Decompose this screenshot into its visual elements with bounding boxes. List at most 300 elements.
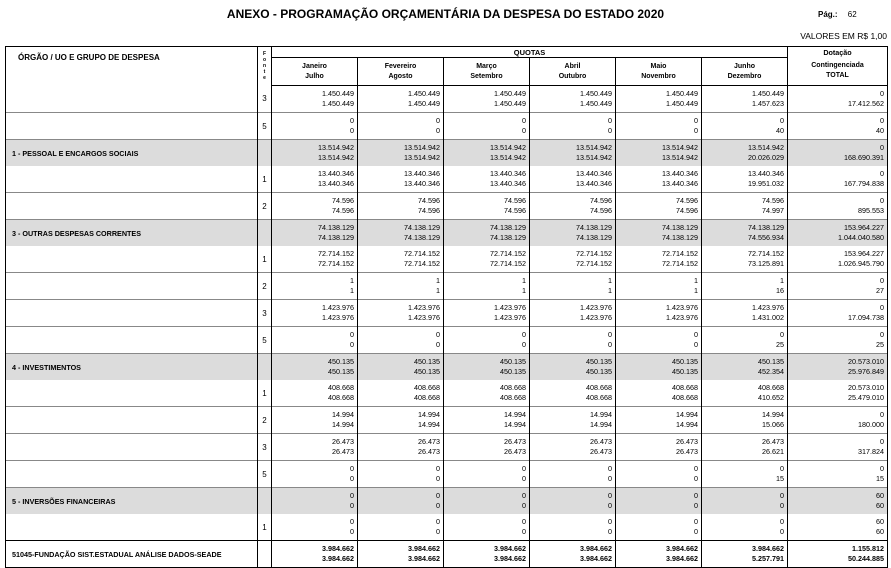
month-value-cell [530,273,616,300]
table-row [6,273,888,300]
value-line-2: 13.440.346 [318,179,354,188]
month-value-cell [272,514,358,541]
row-label [6,514,258,541]
month-header: Junho Dezembro [702,58,788,86]
month-value-cell [444,113,530,140]
month-value-cell [702,193,788,220]
month-value-cell [616,354,702,381]
fonte-header: F o n t e [258,47,272,86]
total-value-cell [788,541,888,568]
value-line-2: 17.412.562 [848,99,884,108]
value-line-1: 13.514.942 [748,143,784,152]
month-value-cell [358,300,444,327]
value-line-2: 72.714.152 [404,259,440,268]
value-line-2: 1.423.976 [408,313,440,322]
month-value-cell [530,434,616,461]
value-line-1: 450.135 [758,357,784,366]
value-line-1: 13.440.346 [404,169,440,178]
month-value-cell [616,273,702,300]
value-line-2: 0 [436,527,440,536]
month-value-cell [530,166,616,193]
value-line-1: 153.964.227 [844,249,884,258]
total-value-cell [788,354,888,381]
value-line-1: 3.984.662 [494,544,526,553]
value-line-2: 0 [780,501,784,510]
value-line-1: 74.596 [590,196,612,205]
row-label [6,380,258,407]
value-line-2: 25.479.010 [848,393,884,402]
month-value-cell [616,166,702,193]
month-value-cell [616,193,702,220]
value-line-2: 50.244.885 [848,554,884,563]
month-value-cell [272,113,358,140]
page-number: 62 [847,10,857,19]
value-line-1: 13.440.346 [318,169,354,178]
value-line-2: 0 [522,474,526,483]
month-value-cell [702,140,788,167]
value-line-2: 317.824 [858,447,884,456]
value-line-1: 74.138.129 [662,223,698,232]
value-line-1: 450.135 [672,357,698,366]
fonte-cell: 5 [258,327,272,354]
value-line-1: 26.473 [676,437,698,446]
dotacao-header-line1: Dotação [788,47,888,58]
value-line-1: 1.423.976 [666,303,698,312]
value-line-2: 0 [608,474,612,483]
value-line-2: 1.431.002 [752,313,784,322]
fonte-cell: 1 [258,380,272,407]
value-line-1: 1.450.449 [322,89,354,98]
value-line-1: 0 [694,464,698,473]
month-value-cell [616,380,702,407]
value-line-1: 1.423.976 [580,303,612,312]
value-line-2: 0 [350,501,354,510]
row-label: 51045-FUNDAÇÃO SIST.ESTADUAL ANÁLISE DADOS-SEADE [6,541,258,568]
table-row [6,327,888,354]
row-label [6,461,258,488]
value-line-1: 13.514.942 [576,143,612,152]
value-line-2: 13.514.942 [576,153,612,162]
value-line-2: 1.423.976 [580,313,612,322]
value-line-1: 3.984.662 [752,544,784,553]
month-value-cell [530,514,616,541]
value-line-1: 0 [880,143,884,152]
value-line-2: 74.138.129 [576,233,612,242]
month-value-cell [358,140,444,167]
row-label [6,166,258,193]
value-line-1: 72.714.152 [662,249,698,258]
value-line-1: 14.994 [762,410,784,419]
month-value-cell [616,113,702,140]
fonte-cell: 3 [258,86,272,113]
month-value-cell [702,354,788,381]
month-value-cell [358,380,444,407]
budget-table [5,46,888,568]
total-value-cell [788,488,888,515]
month-value-cell [444,407,530,434]
value-line-2: 60 [876,527,884,536]
group-row [6,488,888,515]
value-line-1: 0 [436,116,440,125]
month-value-cell [272,541,358,568]
value-line-1: 1 [436,276,440,285]
month-value-cell [616,541,702,568]
month-header: Maio Novembro [616,58,702,86]
value-line-1: 0 [694,116,698,125]
total-value-cell [788,140,888,167]
table-row [6,380,888,407]
value-line-2: 74.596 [332,206,354,215]
value-line-2: 14.994 [590,420,612,429]
quotas-header: QUOTAS [272,47,788,58]
row-label [6,407,258,434]
value-line-2: 0 [694,527,698,536]
value-line-1: 1.423.976 [408,303,440,312]
value-line-2: 1.457.623 [752,99,784,108]
value-line-1: 1 [780,276,784,285]
table-row [6,86,888,113]
table-row [6,246,888,273]
month-value-cell [358,220,444,247]
month-value-cell [530,461,616,488]
value-line-2: 180.000 [858,420,884,429]
month-value-cell [616,300,702,327]
value-line-2: 1.450.449 [322,99,354,108]
month-value-cell [530,327,616,354]
value-line-1: 13.514.942 [490,143,526,152]
total-value-cell [788,380,888,407]
month-header: Janeiro Julho [272,58,358,86]
value-line-2: 1.044.040.580 [838,233,884,242]
month-value-cell [530,488,616,515]
value-line-2: 72.714.152 [318,259,354,268]
value-line-1: 26.473 [762,437,784,446]
value-line-2: 13.514.942 [490,153,526,162]
dotacao-header: Contingenciada TOTAL [788,58,888,86]
value-line-1: 14.994 [504,410,526,419]
fonte-cell: 5 [258,113,272,140]
value-line-1: 14.994 [676,410,698,419]
value-line-1: 0 [522,491,526,500]
value-line-1: 0 [608,517,612,526]
value-line-1: 0 [522,330,526,339]
value-line-2: 74.556.934 [748,233,784,242]
value-line-1: 0 [780,116,784,125]
group-row [6,354,888,381]
month-value-cell [358,354,444,381]
value-line-2: 408.668 [328,393,354,402]
value-line-1: 3.984.662 [666,544,698,553]
value-line-2: 72.714.152 [576,259,612,268]
month-value-cell [702,300,788,327]
value-line-2: 20.026.029 [748,153,784,162]
value-line-2: 15.066 [762,420,784,429]
value-line-2: 13.440.346 [404,179,440,188]
table-row [6,461,888,488]
month-value-cell [272,488,358,515]
value-line-2: 408.668 [500,393,526,402]
value-line-2: 60 [876,501,884,510]
month-value-cell [530,246,616,273]
month-value-cell [272,327,358,354]
row-label: 3 - OUTRAS DESPESAS CORRENTES [6,220,258,247]
value-line-1: 0 [880,276,884,285]
orgao-header: ÓRGÃO / UO E GRUPO DE DESPESA [6,47,258,86]
value-line-2: 0 [694,340,698,349]
value-line-1: 0 [608,491,612,500]
value-line-2: 1 [694,286,698,295]
month-value-cell [702,86,788,113]
value-line-2: 74.138.129 [662,233,698,242]
value-line-1: 74.596 [762,196,784,205]
month-value-cell [530,300,616,327]
value-line-2: 40 [776,126,784,135]
value-line-2: 1.423.976 [666,313,698,322]
value-line-2: 14.994 [676,420,698,429]
value-line-2: 74.138.129 [318,233,354,242]
value-line-1: 3.984.662 [322,544,354,553]
value-line-2: 19.951.032 [748,179,784,188]
table-body [6,86,888,568]
month-value-cell [444,514,530,541]
group-row [6,220,888,247]
row-label [6,246,258,273]
value-line-1: 13.514.942 [404,143,440,152]
value-line-1: 13.514.942 [318,143,354,152]
value-line-1: 72.714.152 [404,249,440,258]
month-value-cell [530,380,616,407]
value-line-1: 13.440.346 [748,169,784,178]
value-line-2: 0 [436,126,440,135]
value-line-1: 1.450.449 [494,89,526,98]
value-line-2: 74.138.129 [490,233,526,242]
value-line-1: 26.473 [504,437,526,446]
month-value-cell [358,166,444,193]
value-line-1: 1.450.449 [752,89,784,98]
value-line-1: 450.135 [328,357,354,366]
month-value-cell [272,246,358,273]
value-line-2: 1.423.976 [494,313,526,322]
value-line-1: 0 [608,464,612,473]
value-line-1: 408.668 [328,383,354,392]
month-value-cell [444,166,530,193]
total-value-cell [788,246,888,273]
month-value-cell [272,140,358,167]
value-line-2: 0 [350,126,354,135]
value-line-1: 1.423.976 [322,303,354,312]
value-line-1: 1.423.976 [752,303,784,312]
value-line-2: 26.473 [590,447,612,456]
fonte-cell: 1 [258,514,272,541]
row-label: 5 - INVERSÕES FINANCEIRAS [6,488,258,515]
month-value-cell [702,113,788,140]
value-line-1: 60 [876,491,884,500]
value-line-2: 17.094.738 [848,313,884,322]
value-line-2: 450.135 [414,367,440,376]
month-value-cell [358,407,444,434]
value-line-2: 167.794.838 [844,179,884,188]
month-value-cell [702,327,788,354]
value-line-2: 0 [350,474,354,483]
month-value-cell [616,434,702,461]
value-line-2: 14.994 [418,420,440,429]
value-line-2: 1 [350,286,354,295]
month-value-cell [530,407,616,434]
value-line-2: 3.984.662 [322,554,354,563]
value-line-2: 13.514.942 [662,153,698,162]
value-line-1: 26.473 [418,437,440,446]
value-line-2: 14.994 [332,420,354,429]
month-header: Abril Outubro [530,58,616,86]
month-value-cell [272,300,358,327]
value-line-2: 1 [436,286,440,295]
month-value-cell [702,541,788,568]
value-line-2: 168.690.391 [844,153,884,162]
value-line-1: 408.668 [500,383,526,392]
value-line-1: 0 [350,464,354,473]
value-line-2: 0 [780,527,784,536]
month-value-cell [616,246,702,273]
value-line-1: 1 [350,276,354,285]
month-value-cell [616,86,702,113]
total-value-cell [788,461,888,488]
month-value-cell [444,541,530,568]
value-line-1: 0 [880,169,884,178]
table-row [6,514,888,541]
month-value-cell [358,514,444,541]
value-line-1: 0 [780,464,784,473]
value-line-1: 153.964.227 [844,223,884,232]
month-value-cell [272,220,358,247]
fonte-cell [258,354,272,381]
value-line-1: 0 [780,517,784,526]
month-value-cell [616,220,702,247]
month-value-cell [616,461,702,488]
fonte-cell: 1 [258,246,272,273]
total-value-cell [788,327,888,354]
month-value-cell [272,461,358,488]
table-row [6,434,888,461]
month-value-cell [358,246,444,273]
value-line-1: 0 [350,330,354,339]
month-value-cell [530,140,616,167]
value-line-2: 25.976.849 [848,367,884,376]
value-line-2: 0 [608,527,612,536]
month-value-cell [616,140,702,167]
value-line-1: 74.596 [418,196,440,205]
value-line-2: 408.668 [672,393,698,402]
value-line-2: 0 [608,126,612,135]
value-line-1: 74.138.129 [490,223,526,232]
month-value-cell [530,86,616,113]
row-label: 4 - INVESTIMENTOS [6,354,258,381]
value-line-1: 13.440.346 [490,169,526,178]
value-line-2: 1.450.449 [666,99,698,108]
month-value-cell [444,488,530,515]
month-value-cell [530,541,616,568]
row-label [6,113,258,140]
value-line-1: 1.450.449 [408,89,440,98]
value-line-2: 1.450.449 [408,99,440,108]
value-line-2: 0 [694,126,698,135]
value-line-2: 408.668 [414,393,440,402]
value-line-1: 26.473 [590,437,612,446]
month-value-cell [444,246,530,273]
value-line-1: 408.668 [586,383,612,392]
value-line-2: 0 [350,340,354,349]
value-line-2: 895.553 [858,206,884,215]
value-line-2: 0 [350,527,354,536]
value-line-1: 74.138.129 [318,223,354,232]
fonte-cell: 5 [258,461,272,488]
month-header: Fevereiro Agosto [358,58,444,86]
value-line-1: 0 [436,464,440,473]
total-value-cell [788,193,888,220]
month-value-cell [444,193,530,220]
value-line-2: 3.984.662 [494,554,526,563]
value-line-2: 25 [876,340,884,349]
value-line-2: 0 [436,501,440,510]
month-header: Março Setembro [444,58,530,86]
table-row [6,113,888,140]
value-line-2: 13.514.942 [404,153,440,162]
value-line-2: 450.135 [672,367,698,376]
value-line-1: 0 [880,303,884,312]
value-line-1: 0 [522,517,526,526]
value-line-1: 3.984.662 [580,544,612,553]
table-row [6,300,888,327]
value-line-1: 72.714.152 [748,249,784,258]
value-line-1: 13.440.346 [576,169,612,178]
month-value-cell [444,461,530,488]
value-line-1: 72.714.152 [318,249,354,258]
value-line-2: 13.514.942 [318,153,354,162]
month-value-cell [444,434,530,461]
value-line-2: 410.652 [758,393,784,402]
value-line-1: 0 [880,196,884,205]
total-value-cell [788,514,888,541]
month-value-cell [272,86,358,113]
value-line-1: 450.135 [414,357,440,366]
value-line-1: 14.994 [590,410,612,419]
value-line-2: 0 [694,474,698,483]
month-value-cell [702,273,788,300]
value-line-1: 1 [694,276,698,285]
value-line-1: 0 [880,464,884,473]
value-line-2: 0 [522,527,526,536]
value-line-2: 452.354 [758,367,784,376]
value-line-2: 74.596 [676,206,698,215]
fonte-cell [258,488,272,515]
month-value-cell [358,113,444,140]
value-line-1: 0 [880,437,884,446]
value-line-2: 1.450.449 [494,99,526,108]
total-value-cell [788,86,888,113]
month-value-cell [702,407,788,434]
value-line-2: 1.026.945.790 [838,259,884,268]
value-line-2: 0 [436,340,440,349]
value-line-1: 0 [694,330,698,339]
row-label [6,273,258,300]
value-line-2: 450.135 [586,367,612,376]
value-line-2: 3.984.662 [580,554,612,563]
value-line-1: 1.423.976 [494,303,526,312]
total-value-cell [788,434,888,461]
value-line-1: 26.473 [332,437,354,446]
value-line-1: 0 [350,116,354,125]
value-line-1: 13.514.942 [662,143,698,152]
value-line-1: 0 [694,517,698,526]
